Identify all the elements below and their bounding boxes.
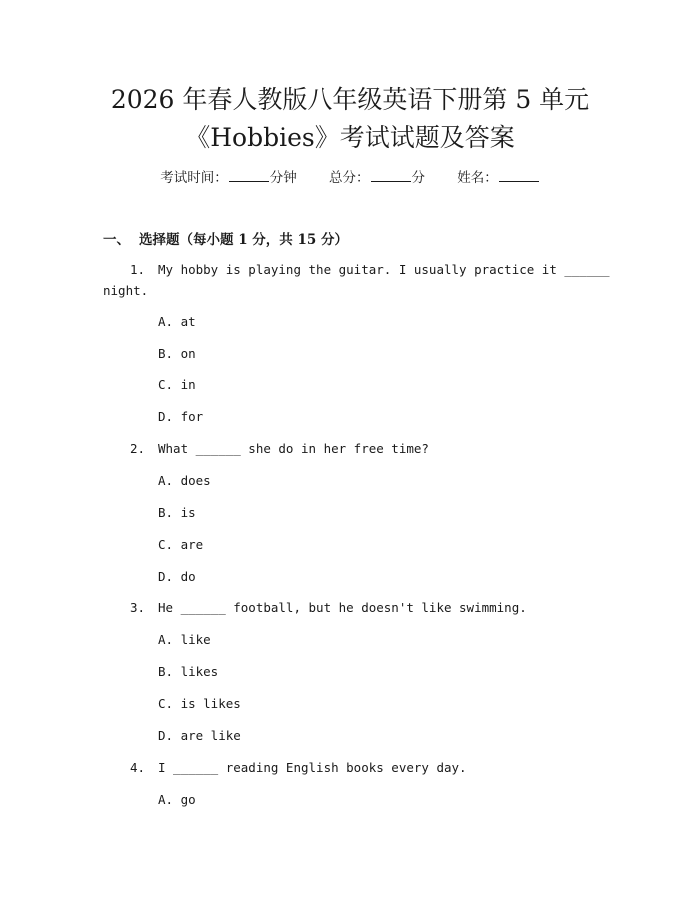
student-name-label: 姓名： (457, 170, 498, 186)
answer-option[interactable]: A. go (158, 792, 196, 807)
total-score-blank (371, 168, 411, 182)
question-number: 4. (130, 760, 146, 775)
answer-option[interactable]: B. on (158, 346, 196, 361)
answer-option[interactable]: A. at (158, 314, 196, 329)
answer-option[interactable]: C. are (158, 537, 204, 552)
answer-option[interactable]: D. do (158, 569, 196, 584)
section-heading (103, 230, 348, 250)
answer-option[interactable]: D. are like (158, 728, 241, 743)
answer-option[interactable]: A. does (158, 473, 211, 488)
question-number: 3. (130, 600, 146, 615)
total-score-unit: 分 (411, 170, 425, 186)
answer-option[interactable]: B. likes (158, 664, 219, 679)
question-text-continued: night. (103, 283, 149, 298)
answer-option[interactable]: C. is likes (158, 696, 241, 711)
total-score-label: 总分： (329, 170, 370, 186)
total-score-field (329, 168, 425, 188)
exam-title-line-2: 《Hobbies》考试试题及答案 (185, 123, 515, 152)
exam-time-label: 考试时间： (160, 170, 228, 186)
exam-time-field (160, 168, 297, 188)
question-number: 1. (130, 262, 146, 277)
answer-option[interactable]: D. for (158, 409, 204, 424)
question-text: What ______ she do in her free time? (158, 441, 429, 456)
answer-option[interactable]: A. like (158, 632, 211, 647)
section-number: 一、 (103, 232, 130, 248)
question-text: I ______ reading English books every day. (158, 760, 467, 775)
question-text: He ______ football, but he doesn't like swimming. (158, 600, 527, 615)
answer-option[interactable]: C. in (158, 377, 196, 392)
exam-time-unit: 分钟 (269, 170, 297, 186)
question-number: 2. (130, 441, 146, 456)
student-name-blank (499, 168, 539, 182)
answer-option[interactable]: B. is (158, 505, 196, 520)
exam-time-blank (229, 168, 269, 182)
exam-title-line-1: 2026 年春人教版八年级英语下册第 5 单元 (110, 85, 590, 114)
exam-info (0, 168, 700, 188)
section-title: 选择题（每小题 1 分，共 15 分） (139, 232, 348, 248)
student-name-field (457, 168, 540, 188)
question-text: My hobby is playing the guitar. I usually practice it ______ (158, 262, 610, 277)
